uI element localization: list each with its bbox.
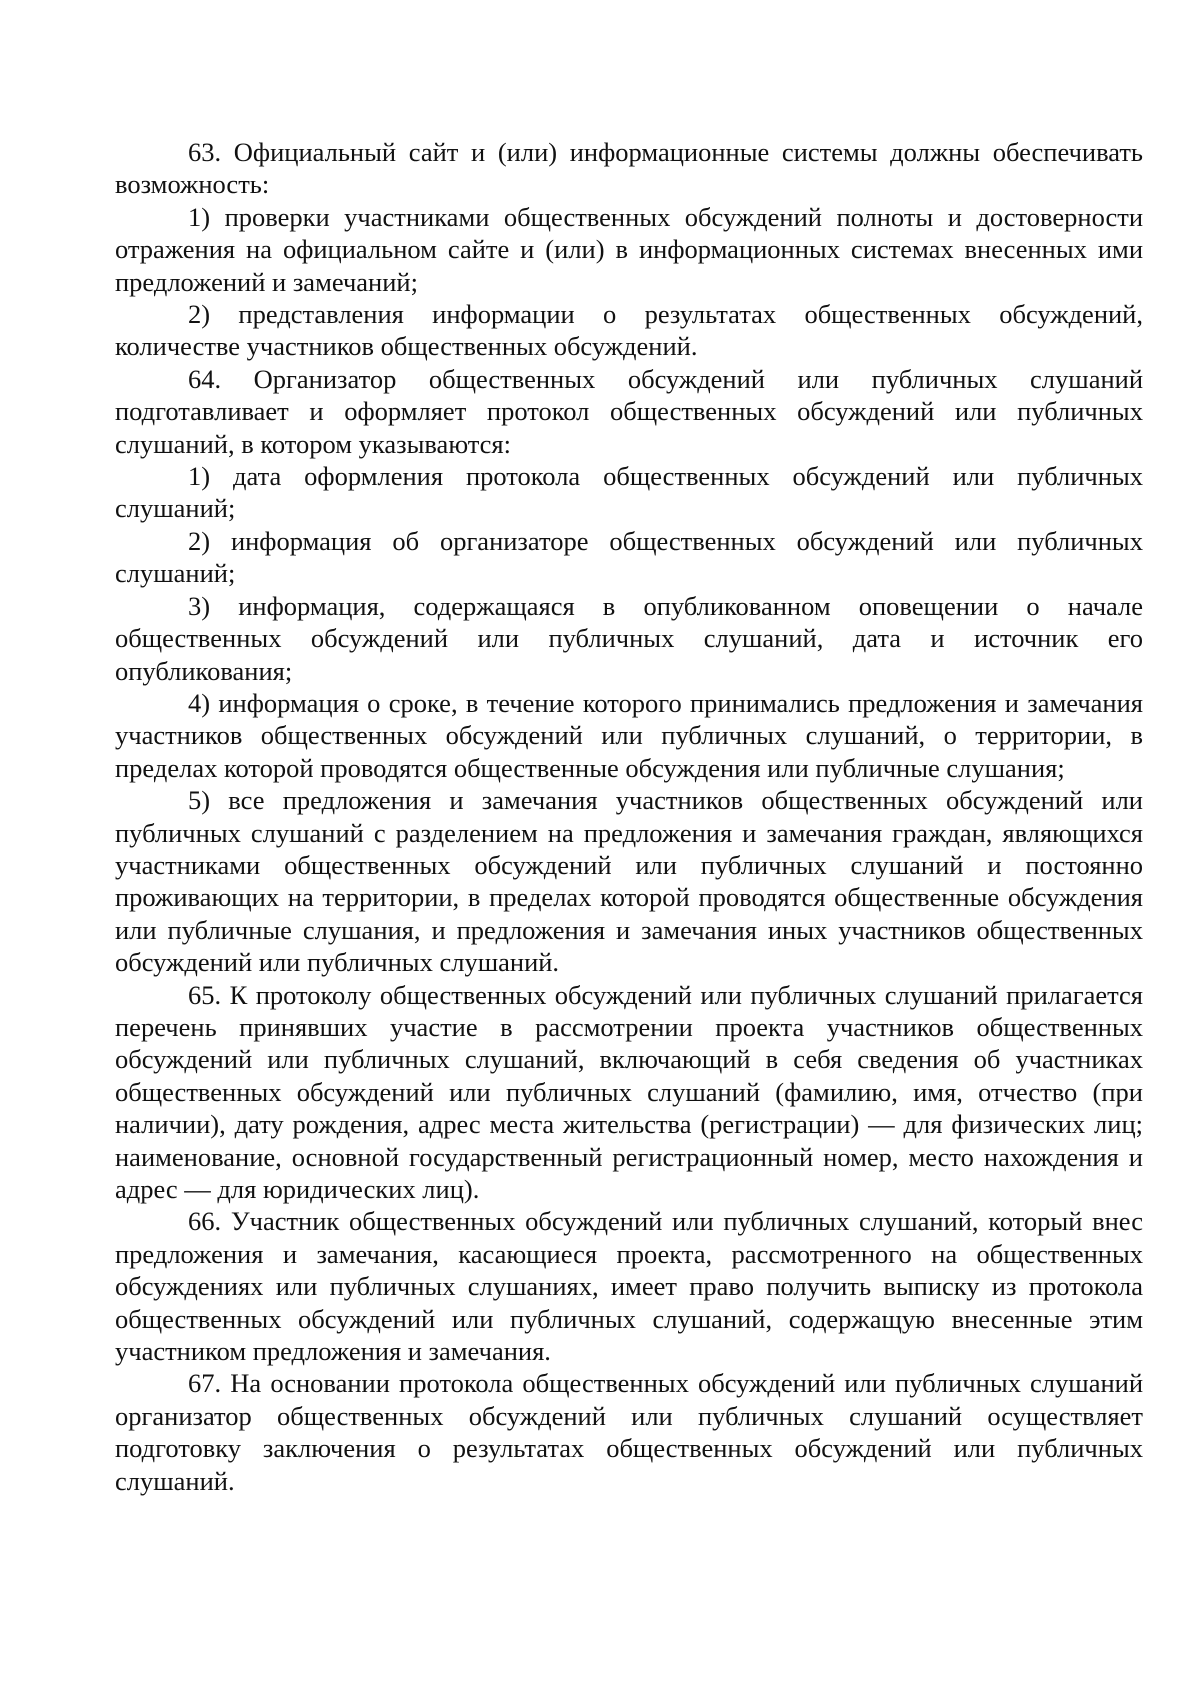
paragraph-64-item-3: 3) информация, содержащаяся в опубликованном оповещении о начале общественных обсуждений или публичных слушаний, дата и источник его опубликования;	[115, 590, 1143, 686]
paragraph-67: 67. На основании протокола общественных обсуждений или публичных слушаний организатор общественных обсуждений или публичных слушаний осуществляет подготовку заключения о результатах общественных обсуждений или публичных слушаний.	[115, 1368, 1143, 1496]
paragraph-65: 65. К протоколу общественных обсуждений или публичных слушаний прилагается перечень принявших участие в рассмотрении проекта участников общественных обсуждений или публичных слушаний, включающий в себя сведения об участниках общественных обсуждений или публичных слушаний (фамилию, имя, отчество (при наличии), дату рождения, адрес места жительства (регистрации) — для физических лиц; наименование, основной государственный регистрационный номер, место нахождения и адрес — для юридических лиц).	[115, 979, 1143, 1204]
paragraph-64-item-5: 5) все предложения и замечания участников общественных обсуждений или публичных слушаний с разделением на предложения и замечания граждан, являющихся участниками общественных обсуждений или публичных слушаний и постоянно проживающих на территории, в пределах которой проводятся общественные обсуждения или публичные слушания, и предложения и замечания иных участников общественных обсуждений или публичных слушаний.	[115, 785, 1143, 978]
document-body	[115, 136, 1143, 1497]
paragraph-63-item-1: 1) проверки участниками общественных обсуждений полноты и достоверности отражения на официальном сайте и (или) в информационных системах внесенных ими предложений и замечаний;	[115, 201, 1143, 297]
paragraph-64-item-1: 1) дата оформления протокола общественных обсуждений или публичных слушаний;	[115, 461, 1143, 524]
paragraph-63-item-2: 2) представления информации о результатах общественных обсуждений, количестве участников общественных обсуждений.	[115, 299, 1143, 362]
paragraph-66: 66. Участник общественных обсуждений или публичных слушаний, который внес предложения и замечания, касающиеся проекта, рассмотренного на общественных обсуждениях или публичных слушаниях, имеет право получить выписку из протокола общественных обсуждений или публичных слушаний, содержащую внесенные этим участником предложения и замечания.	[115, 1206, 1143, 1367]
paragraph-64-item-2: 2) информация об организаторе общественных обсуждений или публичных слушаний;	[115, 525, 1143, 589]
paragraph-64-item-4: 4) информация о сроке, в течение которого принимались предложения и замечания участников общественных обсуждений или публичных слушаний, о территории, в пределах которой проводятся общественные обсуждения или публичные слушания;	[115, 687, 1143, 783]
paragraph-63: 63. Официальный сайт и (или) информационные системы должны обеспечивать возможность:	[115, 137, 1143, 200]
paragraph-64: 64. Организатор общественных обсуждений или публичных слушаний подготавливает и оформляет протокол общественных обсуждений или публичных слушаний, в котором указываются:	[115, 363, 1143, 459]
